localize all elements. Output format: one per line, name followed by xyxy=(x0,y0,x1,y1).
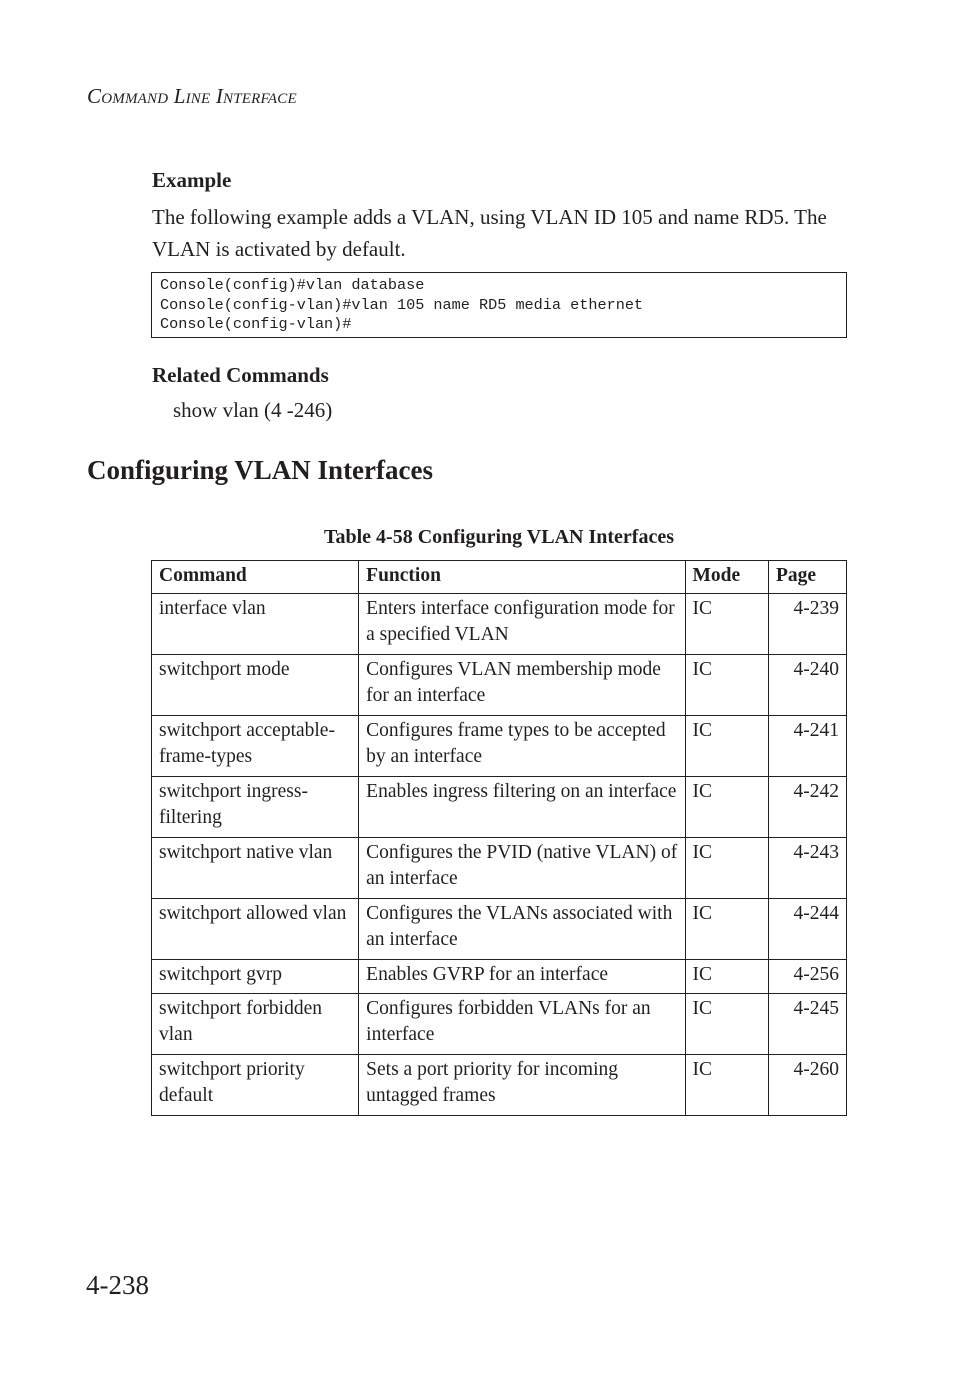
running-header-word: INTERFACE xyxy=(215,84,297,108)
cell-function: Configures forbidden VLANs for an interface xyxy=(359,994,685,1055)
cell-mode: IC xyxy=(685,838,768,899)
cell-page: 4-241 xyxy=(768,716,846,777)
table-row xyxy=(152,899,847,960)
running-header-word: LINE xyxy=(173,84,211,108)
cell-command: switchport forbidden vlan xyxy=(152,994,359,1055)
cell-mode: IC xyxy=(685,960,768,994)
table-row xyxy=(152,777,847,838)
column-header-page: Page xyxy=(768,561,846,594)
related-commands-heading: Related Commands xyxy=(152,363,329,387)
cell-function: Enters interface configuration mode for a specified VLAN xyxy=(359,594,685,655)
code-line: Console(config-vlan)# xyxy=(160,315,352,333)
cell-function: Enables ingress filtering on an interface xyxy=(359,777,685,838)
related-command-item: show vlan (4 -246) xyxy=(173,398,333,422)
cell-function: Configures frame types to be accepted by an interface xyxy=(359,716,685,777)
cell-page: 4-244 xyxy=(768,899,846,960)
cell-page: 4-240 xyxy=(768,655,846,716)
cell-mode: IC xyxy=(685,594,768,655)
cell-command: switchport ingress-filtering xyxy=(152,777,359,838)
cell-function: Configures the PVID (native VLAN) of an interface xyxy=(359,838,685,899)
running-header xyxy=(87,84,297,109)
cell-page: 4-260 xyxy=(768,1055,846,1116)
cell-mode: IC xyxy=(685,716,768,777)
cell-page: 4-242 xyxy=(768,777,846,838)
cell-page: 4-243 xyxy=(768,838,846,899)
running-header-word: COMMAND xyxy=(87,84,169,108)
cell-command: switchport mode xyxy=(152,655,359,716)
cell-mode: IC xyxy=(685,1055,768,1116)
table-row xyxy=(152,1055,847,1116)
code-line: Console(config-vlan)#vlan 105 name RD5 media ethernet xyxy=(160,295,644,314)
table-row xyxy=(152,994,847,1055)
cell-page: 4-245 xyxy=(768,994,846,1055)
cell-command: switchport priority default xyxy=(152,1055,359,1116)
table-row xyxy=(152,655,847,716)
code-line: Console(config)#vlan database xyxy=(160,276,425,294)
table-row xyxy=(152,960,847,994)
page-number: 4-238 xyxy=(86,1270,149,1300)
section-title: Configuring VLAN Interfaces xyxy=(87,455,433,485)
table-row xyxy=(152,716,847,777)
cell-page: 4-256 xyxy=(768,960,846,994)
example-description: The following example adds a VLAN, using VLAN ID 105 and name RD5. The VLAN is activated by default. xyxy=(152,205,827,261)
cell-command: switchport acceptable-frame-types xyxy=(152,716,359,777)
cell-command: interface vlan xyxy=(152,594,359,655)
example-heading: Example xyxy=(152,168,232,192)
code-example-box xyxy=(151,272,847,338)
cell-mode: IC xyxy=(685,994,768,1055)
cell-function: Configures the VLANs associated with an interface xyxy=(359,899,685,960)
column-header-mode: Mode xyxy=(685,561,768,594)
cell-function: Configures VLAN membership mode for an interface xyxy=(359,655,685,716)
column-header-command: Command xyxy=(152,561,359,594)
command-table xyxy=(151,560,847,1116)
table-header-row xyxy=(152,561,847,594)
table-row xyxy=(152,594,847,655)
cell-mode: IC xyxy=(685,655,768,716)
table-caption: Table 4-58 Configuring VLAN Interfaces xyxy=(323,526,674,548)
table-row xyxy=(152,838,847,899)
cell-function: Sets a port priority for incoming untagged frames xyxy=(359,1055,685,1116)
column-header-function: Function xyxy=(359,561,685,594)
cell-command: switchport allowed vlan xyxy=(152,899,359,960)
cell-page: 4-239 xyxy=(768,594,846,655)
cell-command: switchport native vlan xyxy=(152,838,359,899)
cell-function: Enables GVRP for an interface xyxy=(359,960,685,994)
cell-mode: IC xyxy=(685,899,768,960)
cell-command: switchport gvrp xyxy=(152,960,359,994)
cell-mode: IC xyxy=(685,777,768,838)
